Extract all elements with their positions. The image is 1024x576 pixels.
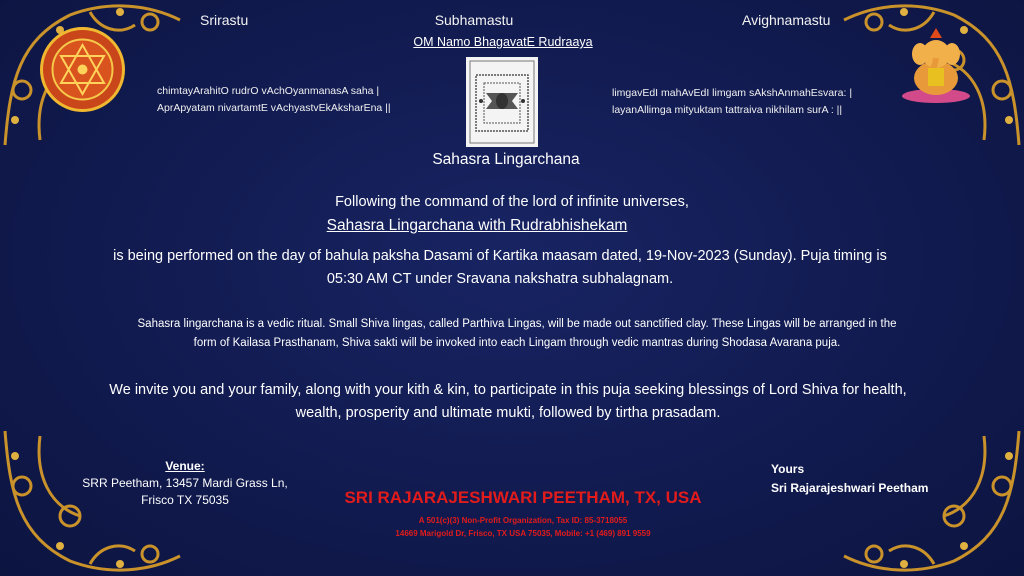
event-title: Sahasra Lingarchana with Rudrabhishekam xyxy=(326,217,628,234)
signature-line: Sri Rajarajeshwari Peetham xyxy=(771,481,929,495)
header-center: Subhamastu xyxy=(434,12,514,28)
signature-line: Yours xyxy=(771,462,805,476)
invocation-subtitle: OM Namo BhagavatE Rudraaya xyxy=(413,35,593,49)
lingam-emblem xyxy=(466,57,538,147)
organization-details xyxy=(0,514,1024,540)
verse-left-line: chimtayArahitO rudrO vAchOyanmanasA saha | xyxy=(157,85,380,97)
signature-block xyxy=(771,460,928,498)
event-details-line: is being performed on the day of bahula paksha Dasami of Kartika maasam dated, 19-Nov-2023 (Sunday). Puja timing is xyxy=(113,248,887,264)
ritual-description-line: form of Kailasa Prasthanam, Shiva sakti will be invoked into each Lingam through vedic mantras during Shodasa Avarana puja. xyxy=(193,337,841,349)
organization-details-line: 14669 Marigold Dr, Frisco, TX USA 75035, Mobile: +1 (469) 891 9559 xyxy=(395,529,651,538)
invitation-line: wealth, prosperity and ultimate mukti, followed by tirtha prasadam. xyxy=(295,405,721,421)
ritual-description xyxy=(0,315,1024,353)
venue-address-line: Frisco TX 75035 xyxy=(141,493,229,507)
verse-left-line: AprApyatam nivartamtE vAchyastvEkAksharEna || xyxy=(157,102,391,114)
verse-right xyxy=(612,85,852,119)
emblem-title: Sahasra Lingarchana xyxy=(432,151,580,168)
venue-heading: Venue: xyxy=(165,459,205,473)
verse-right-line: layanAllimga mityuktam tattraiva nikhilam surA : || xyxy=(612,104,843,116)
organization-details-line: A 501(c)(3) Non-Profit Organization, Tax ID: 85-3718055 xyxy=(418,516,628,525)
event-details-line: 05:30 AM CT under Sravana nakshatra subhalagnam. xyxy=(326,271,674,287)
invitation-line: We invite you and your family, along with your kith & kin, to participate in this puja seeking blessings of Lord Shiva for health, xyxy=(109,382,907,398)
ritual-description-line: Sahasra lingarchana is a vedic ritual. Small Shiva lingas, called Parthiva Lingas, will be made out sanctified clay. These Lingas will be arranged in the xyxy=(137,318,897,330)
venue-address-line: SRR Peetham, 13457 Mardi Grass Ln, xyxy=(82,476,288,490)
verse-left xyxy=(157,83,391,117)
event-details xyxy=(0,245,1000,291)
verse-right-line: limgavEdI mahAvEdI limgam sAkshAnmahEsvara: | xyxy=(612,87,853,99)
invitation-text xyxy=(0,379,1016,425)
header-left: Srirastu xyxy=(200,12,249,28)
header-right: Avighnamastu xyxy=(742,12,831,28)
organization-name: SRI RAJARAJESHWARI PEETHAM, TX, USA xyxy=(344,488,702,507)
intro-text: Following the command of the lord of infinite universes, xyxy=(335,194,689,210)
